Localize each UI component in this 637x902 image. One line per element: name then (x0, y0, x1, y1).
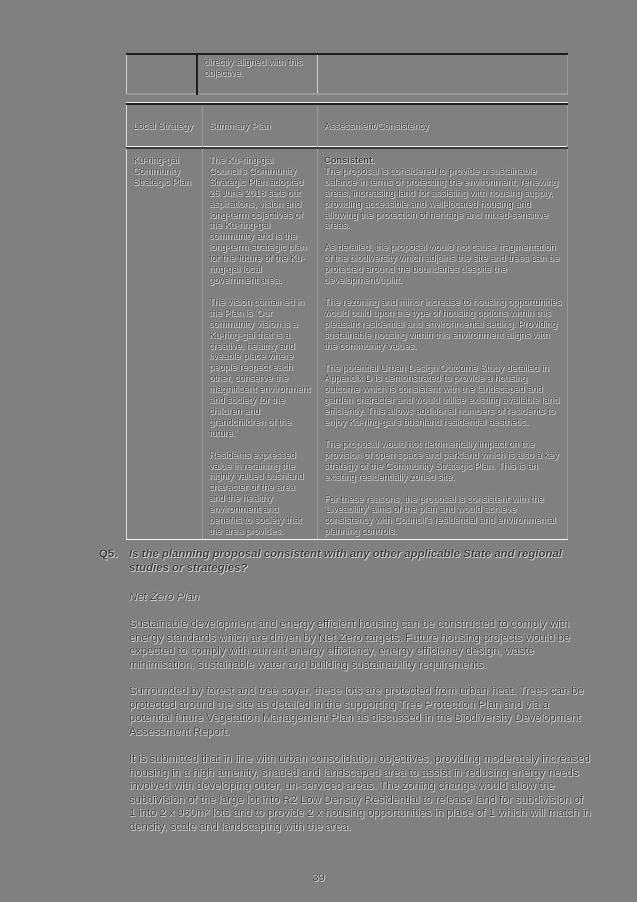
table-row (127, 148, 568, 540)
assessment-paragraph: The proposal would not detrimentally impact on the provision of open space and parkland which is also a key strategy of the Community Strategic Plan. This is an existing residentially zoned site. (324, 438, 559, 482)
local-strategy-table (126, 103, 568, 540)
table-row (127, 54, 568, 94)
summary-paragraph: Residents expressed value in retaining the highly valued bushland character of the area and the healthy environment and benefits to society that the area provides. (209, 449, 304, 536)
page-number: 39 (312, 872, 325, 884)
body-paragraph: Surrounded by forest and tree cover, these lots are protected from urban heat. Trees can be protected around the site as detailed in the supporting Tree Protection Plan and via a potential future Vegetation Management Plan as discussed in the Biodiversity Development Assessment Report. (129, 685, 584, 738)
continuation-table (126, 53, 568, 95)
table-cell-empty (127, 54, 198, 94)
summary-paragraph: The vision contained in the Plan is 'Our community vision is a Ku-ring-gai that is a creative, healthy and liveable place where people respect each other, conserve the magnificent environment and society for the children and grandchildren of the future.' (209, 296, 311, 438)
summary-paragraph: The Ku-ring-gai Council's Community Strategic Plan adopted 26 June 2018 sets out aspirations, vision and long-term objectives of the Ku-ring-gai community and is the long-term strategic plan for the future of the Ku-ring-gai local government area. (209, 155, 307, 285)
subheading-net-zero-plan: Net Zero Plan (129, 591, 200, 603)
assessment-block (324, 155, 562, 231)
strategy-name: Ku-ring-gai Community Strategic Plan (127, 148, 203, 540)
assessment-paragraph: As detailed, the proposal would not cause fragmentation of the biodiversity which adjoins the site and trees can be protected around the boundaries despite the development/uplift. (324, 242, 560, 286)
body-paragraph: Sustainable development and energy efficient housing can be constructed to comply with energy standards which are driven by Net Zero targets. Future housing projects would be expected to comply with current energy efficiency, energy efficiency design, waste minimisation, sustainable water and building sustainability requirements. (129, 618, 570, 671)
question-number: Q5. (99, 548, 118, 560)
assessment-paragraph: For these reasons, the proposal is consistent with the 'Liveability' aims of the plan and would achieve consistency with Council's residential and environmental planning controls. (324, 493, 556, 537)
header-assessment-consistency: Assessment/Consistency (318, 104, 568, 148)
assessment-paragraph: The rezoning and minor increase to housing opportunities would build upon the type of housing options within this pleasant residential and environmental setting. Providing sustainable housing within this environment aligns with the community values. (324, 296, 562, 351)
assessment-paragraph: The potential Urban Design Outcome Study detailed in Appendix D is demonstrated to provide a housing outcome which is consistent with the landscaped and garden character and would utilise existing available land efficiently. This allows additional numbers of residents to enjoy Ku-ring-gai's bushland residential aesthetic. (324, 362, 560, 428)
assessment-status: Consistent. (324, 155, 375, 165)
question-heading: Is the planning proposal consistent with any other applicable State and regional studies or strategies? (129, 548, 562, 574)
header-summary-plan: Summary Plan (203, 104, 318, 148)
summary-cell (203, 148, 318, 540)
body-paragraph: It is submitted that in line with urban consolidation objectives, providing moderately increased housing in a high amenity, shaded and landscaped area to assist in reducing energy needs involved with developing outer, un-serviced areas. The zoning change would allow the subdivision of the large lot into R2 Low Density Residential to release land for subdivision of 1 into 2 x 960m² lots and to provide 2 x housing opportunities in place of 1 which will match in density, scale and landscaping with the area. (129, 753, 591, 833)
table-cell-summary: directly aligned with this objective. (197, 54, 318, 94)
table-cell-empty (318, 54, 568, 94)
assessment-cell (318, 148, 568, 540)
table-header-row (127, 104, 568, 148)
header-local-strategy: Local Strategy (127, 104, 203, 148)
assessment-paragraph: The proposal is considered to provide a sustainable balance in terms of protecting the environment, renewing areas, increasing land for assisting with housing supply, providing accessible and well-located housing and allowing the protection of heritage and mixed-sensitive areas. (324, 165, 559, 231)
